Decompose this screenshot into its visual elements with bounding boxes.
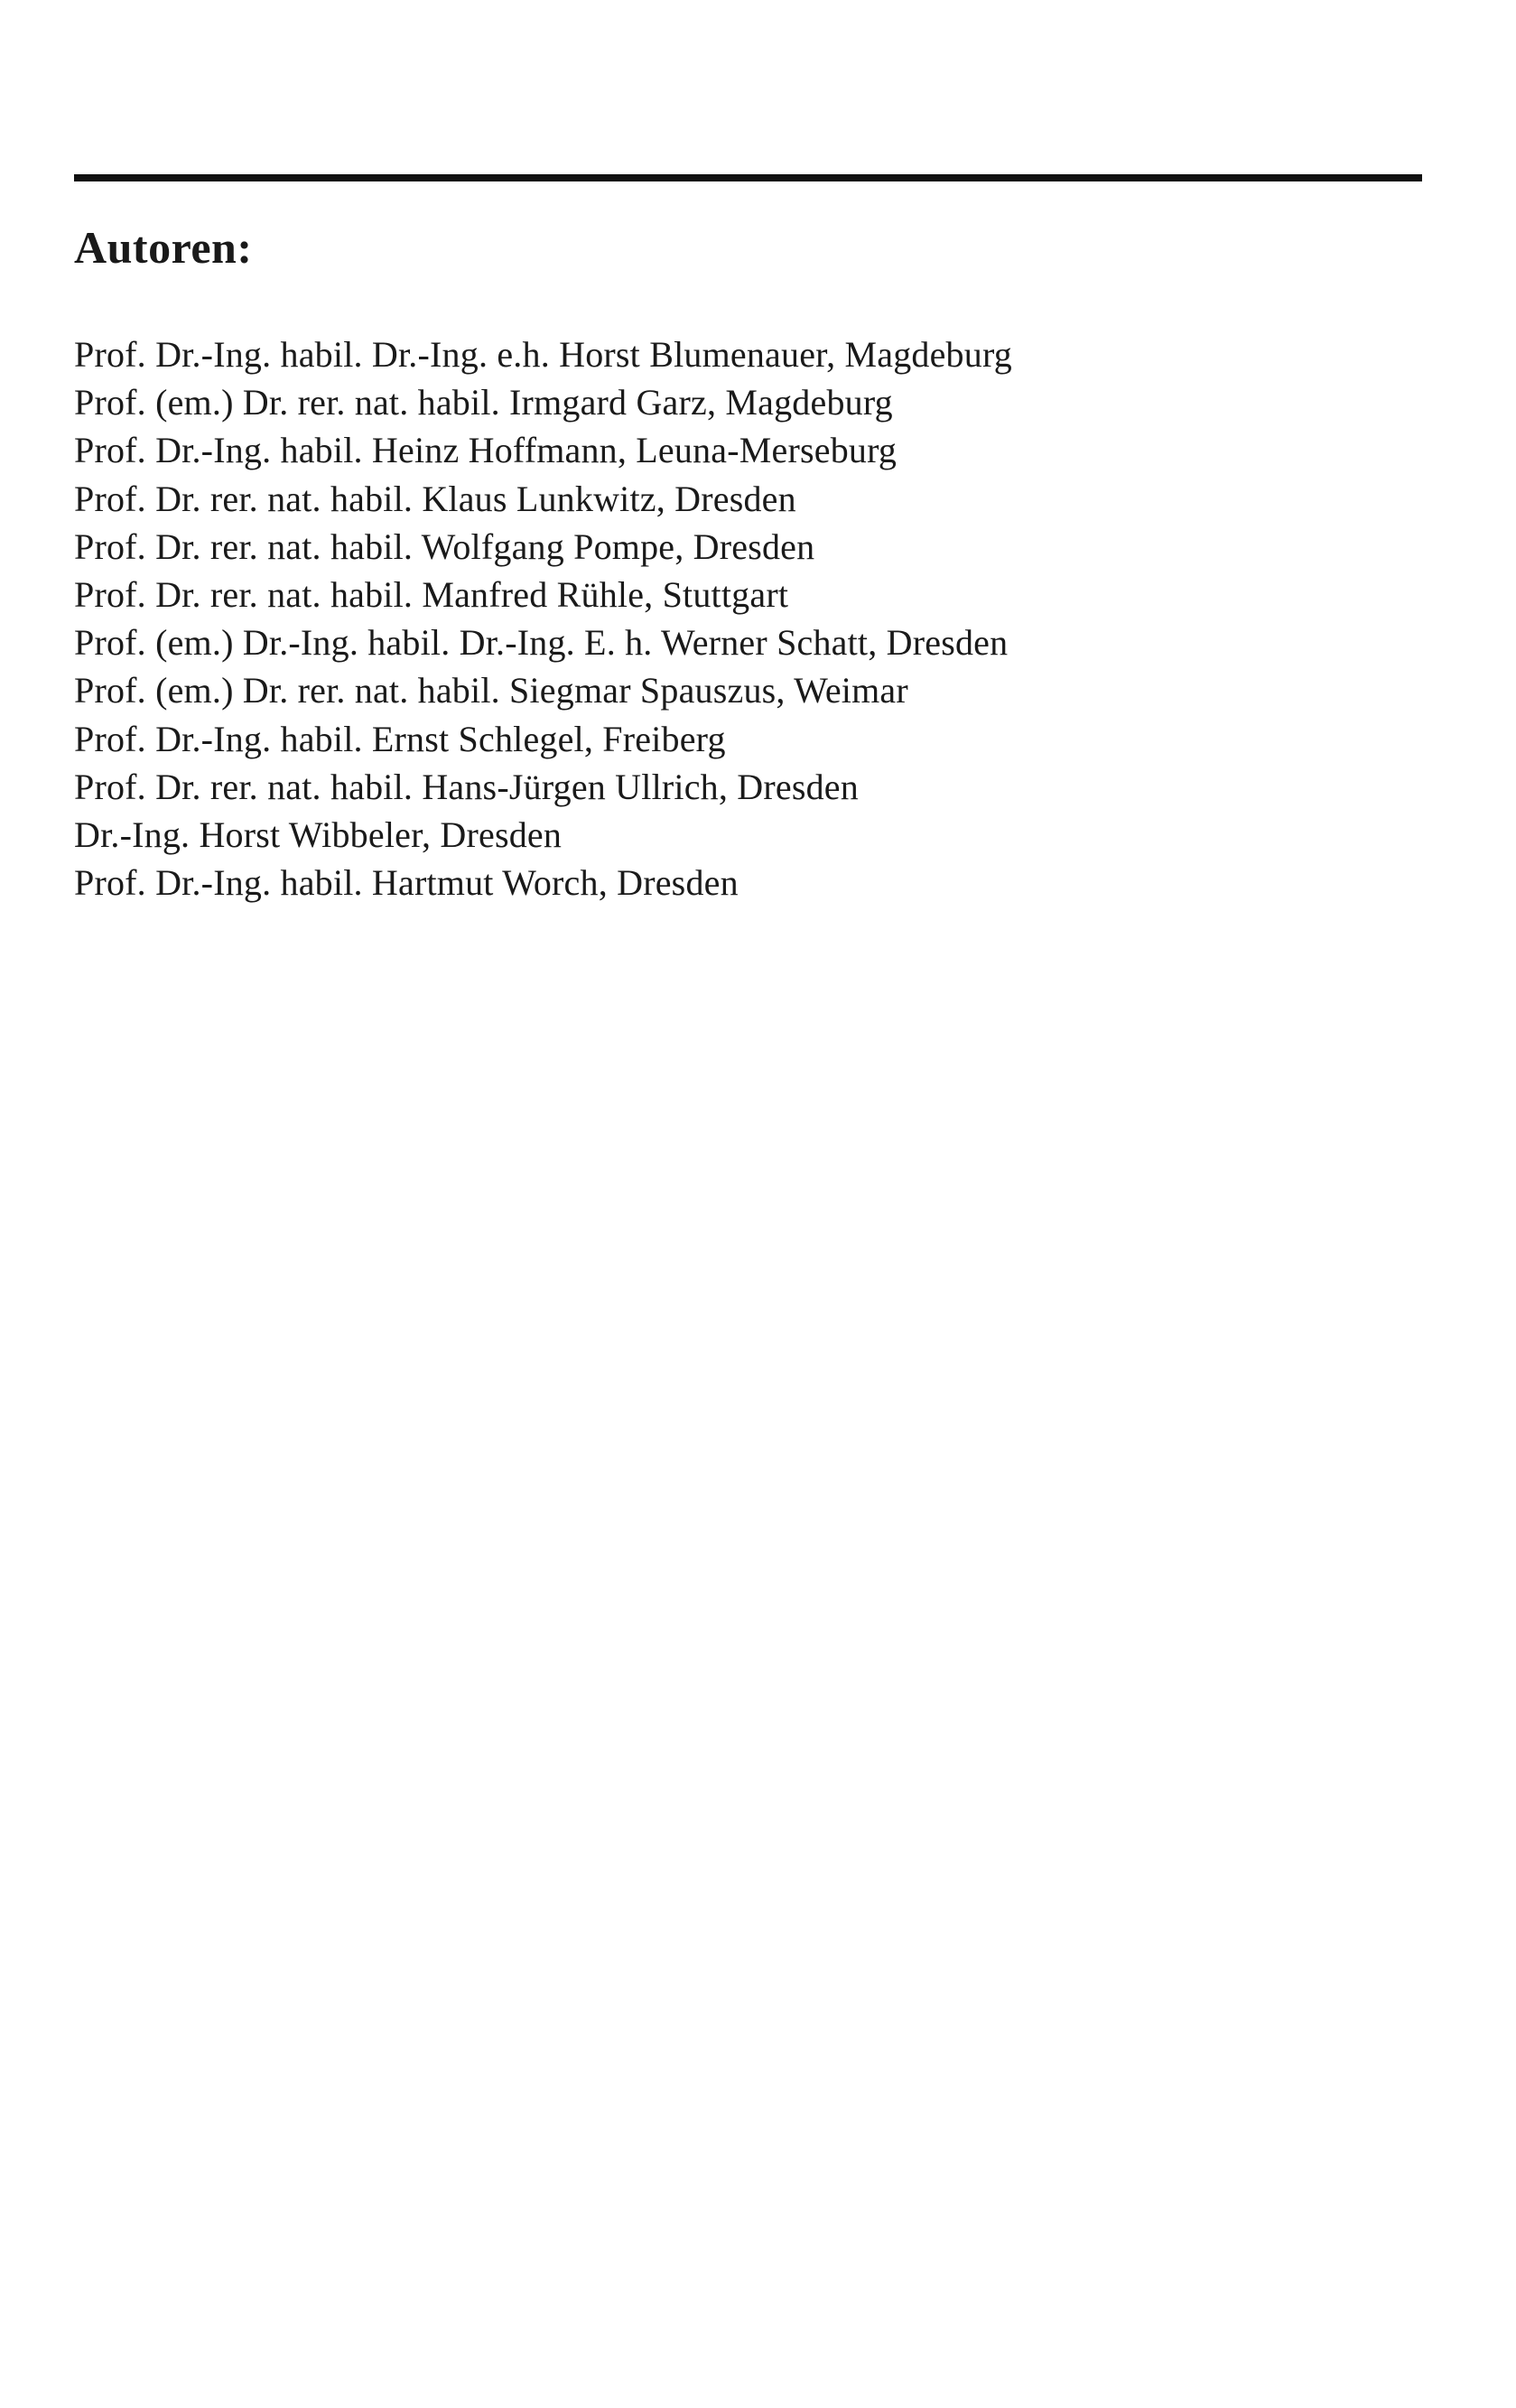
top-rule <box>74 174 1422 181</box>
author-entry: Dr.-Ing. Horst Wibbeler, Dresden <box>74 814 563 856</box>
author-entry: Prof. Dr. rer. nat. habil. Hans-Jürgen Ullrich, Dresden <box>74 766 859 807</box>
author-entry: Prof. Dr. rer. nat. habil. Manfred Rühle, Stuttgart <box>74 574 789 616</box>
author-entry: Prof. (em.) Dr. rer. nat. habil. Siegmar Spauszus, Weimar <box>74 670 908 711</box>
author-entry: Prof. Dr.-Ing. habil. Ernst Schlegel, Freiberg <box>74 718 726 759</box>
author-entry: Prof. (em.) Dr.-Ing. habil. Dr.-Ing. E. h. Werner Schatt, Dresden <box>74 622 1009 664</box>
authors-heading: Autoren: <box>74 222 253 273</box>
author-entry: Prof. (em.) Dr. rer. nat. habil. Irmgard Garz, Magdeburg <box>74 382 893 423</box>
author-entry: Prof. Dr.-Ing. habil. Heinz Hoffmann, Leuna-Merseburg <box>74 430 898 471</box>
author-entry: Prof. Dr.-Ing. habil. Hartmut Worch, Dresden <box>74 862 739 904</box>
author-entry: Prof. Dr.-Ing. habil. Dr.-Ing. e.h. Horst Blumenauer, Magdeburg <box>74 334 1012 375</box>
author-entry: Prof. Dr. rer. nat. habil. Klaus Lunkwitz, Dresden <box>74 478 796 519</box>
author-list <box>74 330 1012 906</box>
author-entry: Prof. Dr. rer. nat. habil. Wolfgang Pompe, Dresden <box>74 525 815 567</box>
